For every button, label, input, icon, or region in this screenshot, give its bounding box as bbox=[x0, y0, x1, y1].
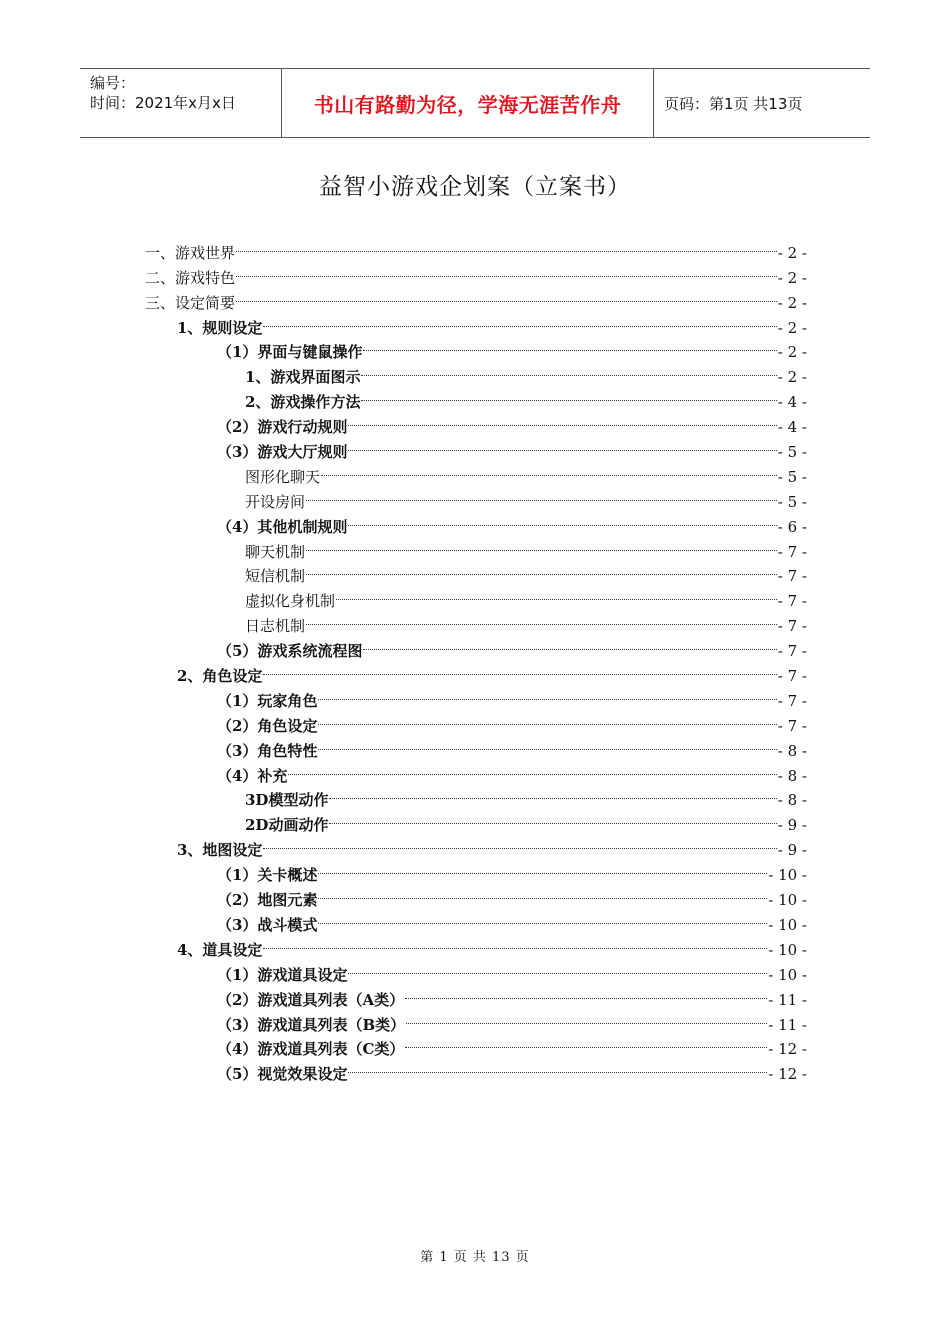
toc-entry-page: - 2 - bbox=[777, 318, 807, 337]
toc-entry-page: - 5 - bbox=[777, 443, 807, 462]
toc-entry-label: （3）战斗模式 bbox=[217, 915, 318, 934]
toc-leader-dots bbox=[236, 258, 777, 283]
toc-entry-page: - 8 - bbox=[777, 741, 807, 760]
header-page-info: 页码：第1页 共13页 bbox=[664, 94, 803, 113]
toc-entry-page: - 12 - bbox=[768, 1065, 807, 1084]
toc-entry-label: 开设房间 bbox=[245, 492, 306, 511]
toc-entry-label: 4、道具设定 bbox=[177, 940, 263, 959]
toc-entry-page: - 10 - bbox=[768, 891, 807, 910]
toc-leader-dots bbox=[363, 631, 776, 656]
toc-leader-dots bbox=[318, 905, 767, 930]
table-of-contents bbox=[145, 233, 807, 1084]
toc-entry-label: （2）角色设定 bbox=[217, 716, 318, 735]
toc-leader-dots bbox=[318, 681, 776, 706]
toc-entry-page: - 2 - bbox=[777, 268, 807, 287]
toc-leader-dots bbox=[263, 656, 776, 681]
toc-entry-page: - 8 - bbox=[777, 766, 807, 785]
toc-leader-dots bbox=[406, 1005, 767, 1030]
toc-entry-page: - 7 - bbox=[777, 592, 807, 611]
toc-entry-page: - 9 - bbox=[777, 841, 807, 860]
time-label: 时间：2021年x月x日 bbox=[90, 94, 236, 112]
toc-entry-label: （3）角色特性 bbox=[217, 741, 318, 760]
toc-entry-page: - 7 - bbox=[777, 642, 807, 661]
toc-entry-page: - 5 - bbox=[777, 467, 807, 486]
toc-entry-label: （5）视觉效果设定 bbox=[217, 1065, 348, 1084]
toc-leader-dots bbox=[263, 930, 767, 955]
toc-leader-dots bbox=[306, 606, 777, 631]
toc-entry[interactable] bbox=[145, 258, 807, 287]
toc-entry-page: - 2 - bbox=[777, 293, 807, 312]
toc-leader-dots bbox=[348, 955, 767, 980]
toc-entry-label: 短信机制 bbox=[245, 567, 306, 586]
toc-entry-label: 一、游戏世界 bbox=[145, 243, 236, 262]
toc-leader-dots bbox=[329, 781, 776, 806]
toc-entry-page: - 2 - bbox=[777, 368, 807, 387]
toc-leader-dots bbox=[405, 980, 767, 1005]
toc-entry[interactable] bbox=[145, 283, 807, 312]
toc-entry-label: 3D模型动作 bbox=[245, 791, 329, 810]
toc-leader-dots bbox=[318, 706, 776, 731]
toc-leader-dots bbox=[348, 432, 776, 457]
toc-entry-page: - 7 - bbox=[777, 567, 807, 586]
toc-entry-page: - 4 - bbox=[777, 418, 807, 437]
toc-entry-label: （3）游戏大厅规则 bbox=[217, 443, 348, 462]
toc-leader-dots bbox=[306, 482, 777, 507]
toc-entry-page: - 11 - bbox=[768, 1015, 807, 1034]
toc-entry-label: 2D动画动作 bbox=[245, 816, 329, 835]
toc-leader-dots bbox=[236, 283, 777, 308]
toc-leader-dots bbox=[348, 1054, 767, 1079]
number-label: 编号： bbox=[90, 74, 136, 92]
toc-entry-label: （1）关卡概述 bbox=[217, 866, 318, 885]
toc-entry-label: 1、规则设定 bbox=[177, 318, 263, 337]
toc-leader-dots bbox=[318, 880, 767, 905]
toc-leader-dots bbox=[361, 382, 776, 407]
toc-entry-label: （2）游戏行动规则 bbox=[217, 418, 348, 437]
toc-entry-page: - 8 - bbox=[777, 791, 807, 810]
toc-leader-dots bbox=[288, 756, 776, 781]
toc-entry-label: （1）游戏道具设定 bbox=[217, 965, 348, 984]
page-header bbox=[80, 68, 870, 138]
toc-entry-page: - 10 - bbox=[768, 965, 807, 984]
toc-entry-label: （2）游戏道具列表（A类） bbox=[217, 990, 405, 1009]
toc-entry-label: （2）地图元素 bbox=[217, 891, 318, 910]
toc-entry-page: - 7 - bbox=[777, 542, 807, 561]
toc-entry-label: 二、游戏特色 bbox=[145, 268, 236, 287]
toc-entry[interactable] bbox=[145, 233, 807, 262]
toc-entry-label: 日志机制 bbox=[245, 617, 306, 636]
toc-entry-label: （4）游戏道具列表（C类） bbox=[217, 1040, 405, 1059]
header-motto: 书山有路勤为径，学海无涯苦作舟 bbox=[282, 69, 654, 137]
toc-entry-label: 2、角色设定 bbox=[177, 667, 263, 686]
toc-entry-label: 聊天机制 bbox=[245, 542, 306, 561]
toc-entry-label: （5）游戏系统流程图 bbox=[217, 642, 363, 661]
toc-leader-dots bbox=[348, 507, 776, 532]
toc-leader-dots bbox=[306, 557, 777, 582]
toc-entry-page: - 7 - bbox=[777, 716, 807, 735]
toc-entry-page: - 6 - bbox=[777, 517, 807, 536]
toc-entry-page: - 5 - bbox=[777, 492, 807, 511]
toc-entry-page: - 2 - bbox=[777, 243, 807, 262]
toc-leader-dots bbox=[336, 581, 777, 606]
toc-entry-label: 三、设定简要 bbox=[145, 293, 236, 312]
toc-leader-dots bbox=[329, 805, 776, 830]
toc-entry-label: 2、游戏操作方法 bbox=[245, 393, 361, 412]
toc-entry-page: - 12 - bbox=[768, 1040, 807, 1059]
toc-leader-dots bbox=[263, 830, 776, 855]
toc-entry[interactable] bbox=[145, 308, 807, 337]
toc-entry-label: （4）补充 bbox=[217, 766, 288, 785]
toc-entry-label: 1、游戏界面图示 bbox=[245, 368, 361, 387]
header-meta bbox=[80, 69, 282, 137]
toc-entry-page: - 11 - bbox=[768, 990, 807, 1009]
toc-entry-label: 图形化聊天 bbox=[245, 467, 321, 486]
toc-entry-label: （1）玩家角色 bbox=[217, 691, 318, 710]
toc-leader-dots bbox=[363, 333, 776, 358]
toc-entry-page: - 4 - bbox=[777, 393, 807, 412]
toc-leader-dots bbox=[263, 308, 776, 333]
toc-leader-dots bbox=[321, 457, 777, 482]
toc-leader-dots bbox=[318, 855, 767, 880]
toc-leader-dots bbox=[306, 532, 777, 557]
toc-entry-page: - 7 - bbox=[777, 617, 807, 636]
toc-leader-dots bbox=[318, 731, 776, 756]
toc-entry-label: 3、地图设定 bbox=[177, 841, 263, 860]
toc-entry-page: - 2 - bbox=[777, 343, 807, 362]
toc-entry-label: （3）游戏道具列表（B类） bbox=[217, 1015, 406, 1034]
toc-entry-label: （1）界面与键鼠操作 bbox=[217, 343, 363, 362]
toc-entry-page: - 10 - bbox=[768, 940, 807, 959]
toc-leader-dots bbox=[361, 357, 776, 382]
toc-leader-dots bbox=[236, 233, 777, 258]
toc-leader-dots bbox=[348, 407, 776, 432]
document-title: 益智小游戏企划案（立案书） bbox=[319, 174, 631, 200]
toc-entry-page: - 9 - bbox=[777, 816, 807, 835]
toc-entry-label: （4）其他机制规则 bbox=[217, 517, 348, 536]
toc-entry-label: 虚拟化身机制 bbox=[245, 592, 336, 611]
toc-entry-page: - 7 - bbox=[777, 691, 807, 710]
toc-entry-page: - 10 - bbox=[768, 915, 807, 934]
page-footer: 第 1 页 共 13 页 bbox=[420, 1250, 530, 1265]
toc-entry-page: - 7 - bbox=[777, 667, 807, 686]
toc-entry-page: - 10 - bbox=[768, 866, 807, 885]
toc-leader-dots bbox=[405, 1030, 767, 1055]
